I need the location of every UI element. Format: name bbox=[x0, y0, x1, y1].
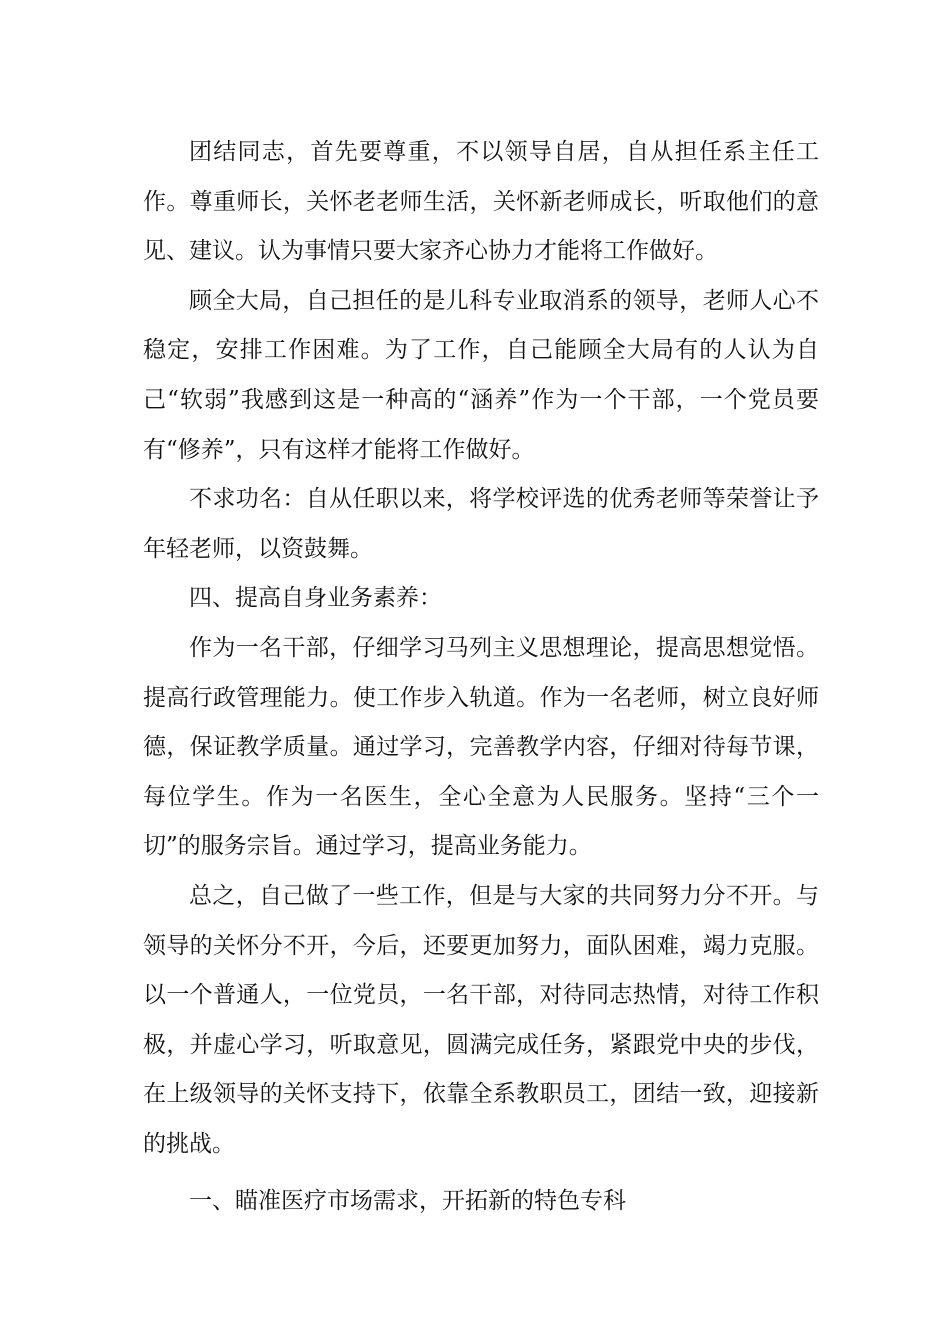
section-heading-four: 四、提高自身业务素养： bbox=[189, 585, 442, 612]
paragraph-summary: 总之，自己做了一些工作，但是与大家的共同努力分不开。与领导的关怀分不开，今后，还要更加努力，面队困难，竭力克服。以一个普通人，一位党员，一名干部，对待同志热情，对待工作积极，并虚心学习，听取意见，圆满完成任务，紧跟党中央的步伐，在上级领导的关怀支持下，依靠全系教职员工，团结一致，迎接新的挑战。 bbox=[143, 882, 819, 1157]
paragraph-overall-situation: 顾全大局，自己担任的是儿科专业取消系的领导，老师人心不稳定，安排工作困难。为了工作，自己能顾全大局有的人认为自己“软弱”我感到这是一种高的“涵养”作为一个干部，一个党员要有“修养”，只有这样才能将工作做好。 bbox=[143, 287, 819, 463]
section-heading-one: 一、瞄准医疗市场需求，开拓新的特色专科 bbox=[189, 1188, 626, 1215]
document-body bbox=[143, 128, 819, 1227]
paragraph-unity: 团结同志，首先要尊重，不以领导自居，自从担任系主任工作。尊重师长，关怀老老师生活，关怀新老师成长，听取他们的意见、建议。认为事情只要大家齐心协力才能将工作做好。 bbox=[143, 139, 819, 265]
paragraph-self-improvement: 作为一名干部，仔细学习马列主义思想理论，提高思想觉悟。提高行政管理能力。使工作步入轨道。作为一名老师，树立良好师德，保证教学质量。通过学习，完善教学内容，仔细对待每节课，每位学生。作为一名医生，全心全意为人民服务。坚持“三个一切”的服务宗旨。通过学习，提高业务能力。 bbox=[143, 634, 819, 860]
paragraph-no-fame: 不求功名：自从任职以来，将学校评选的优秀老师等荣誉让予年轻老师，以资鼓舞。 bbox=[143, 486, 819, 562]
